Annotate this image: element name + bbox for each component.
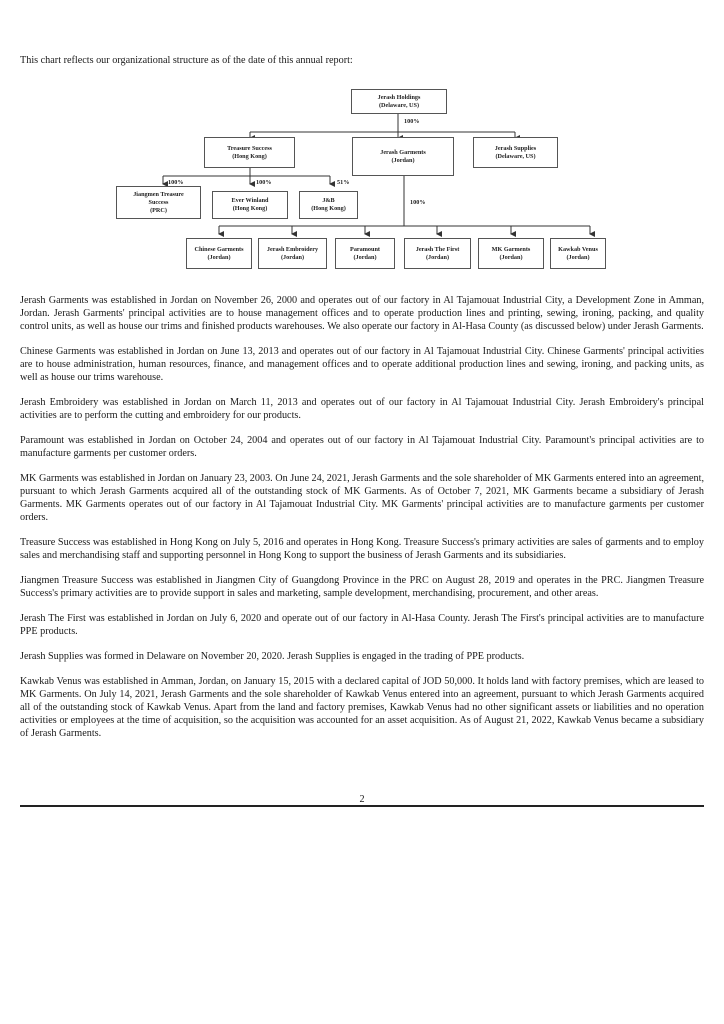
org-box-ever-winland: Ever Winland (Hong Kong): [212, 191, 288, 219]
org-box-jerash-supplies: Jerash Supplies (Delaware, US): [473, 137, 558, 168]
paragraph: MK Garments was established in Jordan on January 23, 2003. On June 24, 2021, Jerash Garments and the sole shareholder of MK Garments entered into an agreement, pursuant to which Jerash Garments acquired all of the outstanding stock of MK Garments. As of October 7, 2021, MK Garments became a subsidiary of Jerash Garments. MK Garments operates out of our factory in Al Tajamouat Industrial City. MK Garments' principal activities are to manufacture garments per customer orders.: [20, 473, 704, 523]
org-box-jerash-holdings: Jerash Holdings (Delaware, US): [351, 89, 447, 114]
paragraph: Paramount was established in Jordan on October 24, 2004 and operates out of our factory in Al Tajamouat Industrial City. Paramount's principal activities are to manufacture garments per customer orders.: [20, 435, 704, 459]
org-box-paramount: Paramount (Jordan): [335, 238, 395, 269]
paragraph: Jerash Embroidery was established in Jordan on March 11, 2013 and operates out of our factory in Al Tajamouat Industrial City. Jerash Embroidery's principal activities are to perform the cutting and embroidery for our products.: [20, 397, 704, 421]
intro-text: This chart reflects our organizational structure as of the date of this annual report:: [20, 55, 353, 66]
org-box-kawkab-venus: Kawkab Venus (Jordan): [550, 238, 606, 269]
pct-garments-subsidiaries: 100%: [410, 199, 426, 206]
footer-rule: [20, 805, 704, 807]
paragraph: Chinese Garments was established in Jordan on June 13, 2013 and operates out of our factory in Al Tajamouat Industrial City. Chinese Garments' principal activities are to house administration, human resources, finance, and management offices and to operate additional production lines and sewing, ironing, and packing units, as well as house our trims warehouse.: [20, 346, 704, 383]
org-box-jnb: J&B (Hong Kong): [299, 191, 358, 219]
pct-jiangmen: 100%: [168, 179, 184, 186]
paragraph: Jerash Supplies was formed in Delaware on November 20, 2020. Jerash Supplies is engaged in the trading of PPE products.: [20, 651, 525, 662]
org-box-jerash-embroidery: Jerash Embroidery (Jordan): [258, 238, 327, 269]
org-box-jiangmen: Jiangmen Treasure Success (PRC): [116, 186, 201, 219]
org-box-jerash-the-first: Jerash The First (Jordan): [404, 238, 471, 269]
pct-jnb: 51%: [337, 179, 350, 186]
paragraph: Jiangmen Treasure Success was established in Jiangmen City of Guangdong Province in the PRC on August 28, 2019 and operates in the PRC. Jiangmen Treasure Success's primary activities are to provide support in sales and marketing, sample development, merchandising, procurement, and other areas.: [20, 575, 704, 599]
paragraph: Jerash Garments was established in Jordan on November 26, 2000 and operates out of our factory in Al Tajamouat Industrial City, a Development Zone in Amman, Jordan. Jerash Garments' principal activities are to house management offices and to operate production lines and printing, sewing, ironing, packing, and quality control units, as well as house our trims and finished products warehouses. We also operate our factory in Al-Hasa County (as discussed below) under Jerash Garments.: [20, 295, 704, 332]
paragraph: Kawkab Venus was established in Amman, Jordan, on January 15, 2015 with a declared capital of JOD 50,000. It holds land with factory premises, which are leased to MK Garments. On July 14, 2021, Jerash Garments and the sole shareholder of Kawkab Venus entered into an agreement, pursuant to which Jerash Garments acquired all of the outstanding stock of Kawkab Venus. Apart from the land and factory premises, Kawkab Venus had no other significant assets or liabilities and no operation activities or employees at the time of acquisition, so the acquisition was accounted for an asset acquisition. As of August 21, 2022, Kawkab Venus became a subsidiary of Jerash Garments.: [20, 676, 704, 739]
paragraph: Treasure Success was established in Hong Kong on July 5, 2016 and operates in Hong Kong. Treasure Success's primary activities are sales of garments and to employ sales and merchandising staff and supporting personnel in Hong Kong to support the business of Jerash Garments and its subsidiaries.: [20, 537, 704, 561]
body-text: [20, 294, 704, 752]
org-box-mk-garments: MK Garments (Jordan): [478, 238, 544, 269]
pct-ever-winland: 100%: [256, 179, 272, 186]
pct-holdings: 100%: [404, 118, 420, 125]
org-box-chinese-garments: Chinese Garments (Jordan): [186, 238, 252, 269]
org-box-jerash-garments: Jerash Garments (Jordan): [352, 137, 454, 176]
org-box-treasure-success: Treasure Success (Hong Kong): [204, 137, 295, 168]
paragraph: Jerash The First was established in Jordan on July 6, 2020 and operate out of our factory in Al-Hasa County. Jerash The First's principal activities are to manufacture PPE products.: [20, 613, 704, 637]
page-number: 2: [359, 794, 365, 805]
